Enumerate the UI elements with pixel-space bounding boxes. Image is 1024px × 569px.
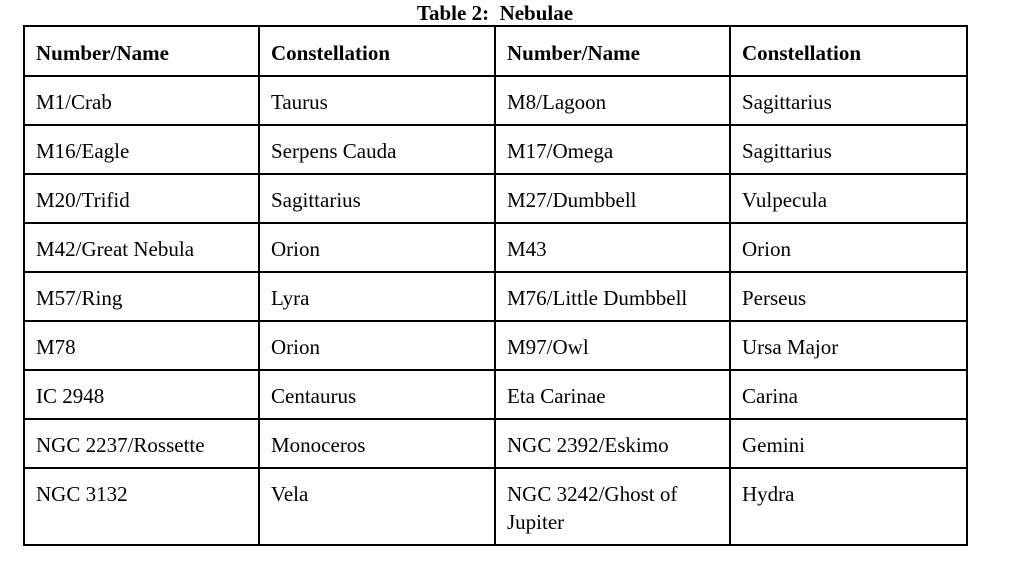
table-cell: Perseus [730,272,967,321]
table-cell: M43 [495,223,730,272]
table-row [24,76,967,125]
table-row [24,223,967,272]
table-cell: Taurus [259,76,495,125]
table-cell: Ursa Major [730,321,967,370]
table-cell: M8/Lagoon [495,76,730,125]
table-cell: Carina [730,370,967,419]
table-cell: Lyra [259,272,495,321]
table-cell: IC 2948 [24,370,259,419]
table-cell: M16/Eagle [24,125,259,174]
table-caption: Table 2: Nebulae [416,1,574,25]
table-cell: Sagittarius [730,125,967,174]
table-cell: Serpens Cauda [259,125,495,174]
table-cell: Vulpecula [730,174,967,223]
table-cell: NGC 2392/Eskimo [495,419,730,468]
table-row [24,321,967,370]
table-cell: Eta Carinae [495,370,730,419]
table-cell: Gemini [730,419,967,468]
table-cell: Orion [730,223,967,272]
table-row [24,174,967,223]
table-cell: M20/Trifid [24,174,259,223]
table-cell: Sagittarius [730,76,967,125]
header-constellation-2: Constellation [730,26,967,76]
table-cell: M17/Omega [495,125,730,174]
table-cell: Monoceros [259,419,495,468]
table-cell: M27/Dumbbell [495,174,730,223]
table-cell: Centaurus [259,370,495,419]
table-cell: Vela [259,468,495,545]
table-row [24,370,967,419]
table-cell: Orion [259,223,495,272]
header-row [24,26,967,76]
table-cell: NGC 3132 [24,468,259,545]
table-cell: M1/Crab [24,76,259,125]
table-row [24,272,967,321]
table-cell: M42/Great Nebula [24,223,259,272]
table-cell: NGC 2237/Rossette [24,419,259,468]
table-cell: NGC 3242/Ghost of Jupiter [495,468,730,545]
table-cell: Sagittarius [259,174,495,223]
table-row [24,468,967,545]
table-cell: M78 [24,321,259,370]
header-constellation-1: Constellation [259,26,495,76]
header-number-name-1: Number/Name [24,26,259,76]
table-cell: M76/Little Dumbbell [495,272,730,321]
table-row [24,419,967,468]
table-cell: Hydra [730,468,967,545]
header-number-name-2: Number/Name [495,26,730,76]
table-cell: M57/Ring [24,272,259,321]
table-cell: M97/Owl [495,321,730,370]
table-cell: Orion [259,321,495,370]
table-row [24,125,967,174]
nebulae-table [23,25,968,546]
